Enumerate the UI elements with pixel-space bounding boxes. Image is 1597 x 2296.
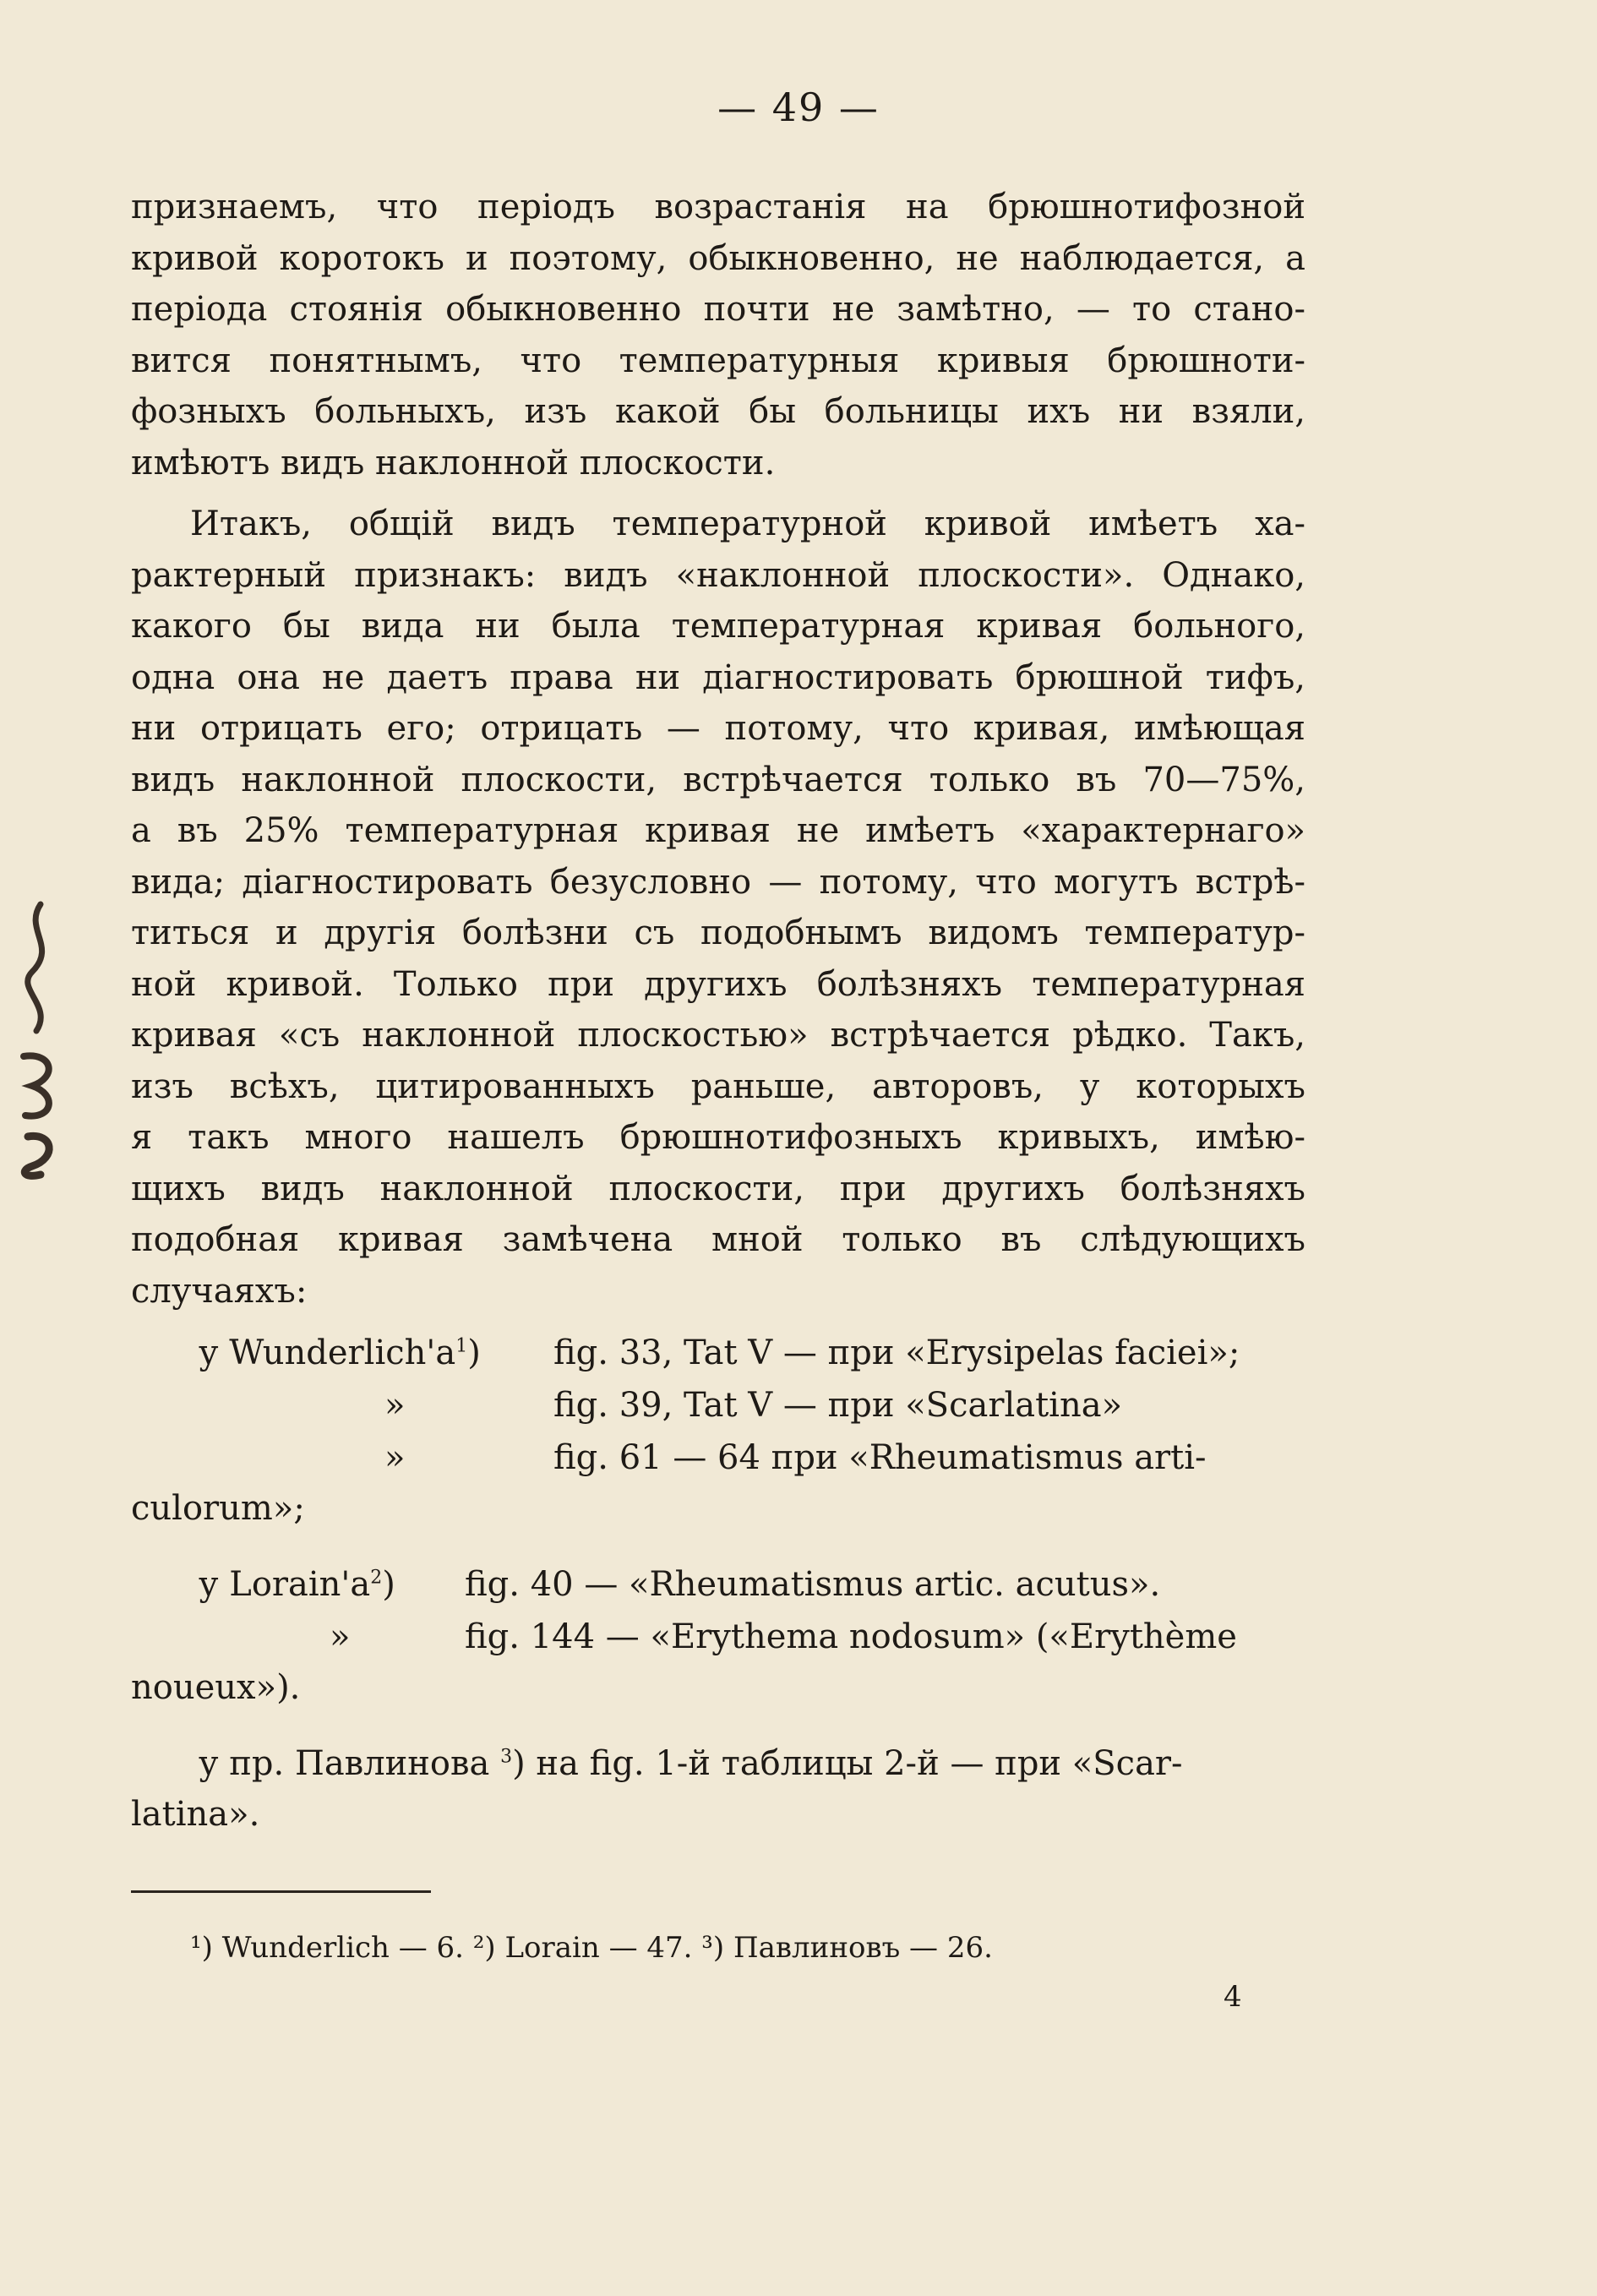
text-line: періода стоянія обыкновенно почти не замѣтно, — то стано- [131,290,1305,329]
text-line: изъ всѣхъ, цитированныхъ раньше, авторовъ, у которыхъ [131,1066,1305,1106]
ref-figure: fig. 61 — 64 при «Rheumatismus arti- [553,1438,1207,1477]
text-line: Итакъ, общій видъ температурной кривой имѣетъ ха- [190,504,1305,543]
signature-mark: 4 [1224,1980,1242,2014]
footnotes: ¹) Wunderlich — 6. ²) Lorain — 47. ³) Павлиновъ — 26. [190,1931,993,1965]
ref-figure-continuation: noueux»). [131,1668,301,1707]
ref-author-pavlinov: у пр. Павлинова $^3$) на fig. 1-й таблицы 2-й — при «Scar- [199,1744,1183,1783]
text-line: одна она не даетъ права ни діагностировать брюшной тифъ, [131,657,1305,697]
text-line: я такъ много нашелъ брюшнотифозныхъ кривыхъ, имѣю- [131,1118,1305,1157]
ditto-mark: » [384,1386,406,1425]
text-line: подобная кривая замѣчена мной только въ слѣдующихъ [131,1220,1305,1259]
text-line: фозныхъ больныхъ, изъ какой бы больницы ихъ ни взяли, [131,392,1305,431]
text-line: а въ 25% температурная кривая не имѣетъ «характернаго» [131,811,1305,850]
text-line: щихъ видъ наклонной плоскости, при другихъ болѣзняхъ [131,1169,1305,1208]
text-line: признаемъ, что періодъ возрастанія на брюшнотифозной [131,188,1305,226]
paragraph-2 [131,499,1305,1317]
ref-author-lorain: у $Lorain'a^2$) [199,1565,395,1604]
ref-author-wunderlich: у $Wunderlich'a^1$) [199,1333,481,1372]
ditto-mark: » [330,1617,351,1656]
ref-figure-continuation: latina». [131,1795,260,1834]
ref-figure: fig. 40 — «Rheumatismus artic. acutus». [465,1565,1161,1604]
footnote-rule [131,1890,431,1893]
page-number: — 49 — [717,85,880,130]
paragraph-1 [131,182,1305,488]
text-line: вится понятнымъ, что температурныя кривыя брюшноти- [131,341,1305,380]
ref-figure-continuation: culorum»; [131,1489,305,1528]
text-line: какого бы вида ни была температурная кривая больного, [131,607,1305,646]
text-line: ни отрицать его; отрицать — потому, что кривая, имѣющая [131,709,1305,748]
text-line: случаяхъ: [131,1271,308,1311]
text-line: титься и другія болѣзни съ подобнымъ видомъ температур- [131,913,1305,952]
text-line: рактерный признакъ: видъ «наклонной плоскости». Однако, [131,555,1305,595]
text-line: ной кривой. Только при другихъ болѣзняхъ температурная [131,964,1305,1004]
text-line: имѣютъ видъ наклонной плоскости. [131,443,776,483]
text-line: видъ наклонной плоскости, встрѣчается только въ 70—75%, [131,760,1305,799]
text-line: вида; діагностировать безусловно — потому, что могутъ встрѣ- [131,862,1305,902]
ditto-mark: » [384,1438,406,1477]
text-line: кривая «съ наклонной плоскостью» встрѣчается рѣдко. Такъ, [131,1016,1305,1055]
ref-figure: fig. 33, Tat V — при «Erysipelas faciei»; [553,1333,1240,1372]
text-line: кривой коротокъ и поэтому, обыкновенно, не наблюдается, а [131,238,1305,278]
ref-figure: fig. 39, Tat V — при «Scarlatina» [553,1386,1123,1425]
ref-figure: fig. 144 — «Erythema nodosum» («Erythème [465,1617,1237,1656]
handwritten-margin-stamp [7,896,74,1183]
